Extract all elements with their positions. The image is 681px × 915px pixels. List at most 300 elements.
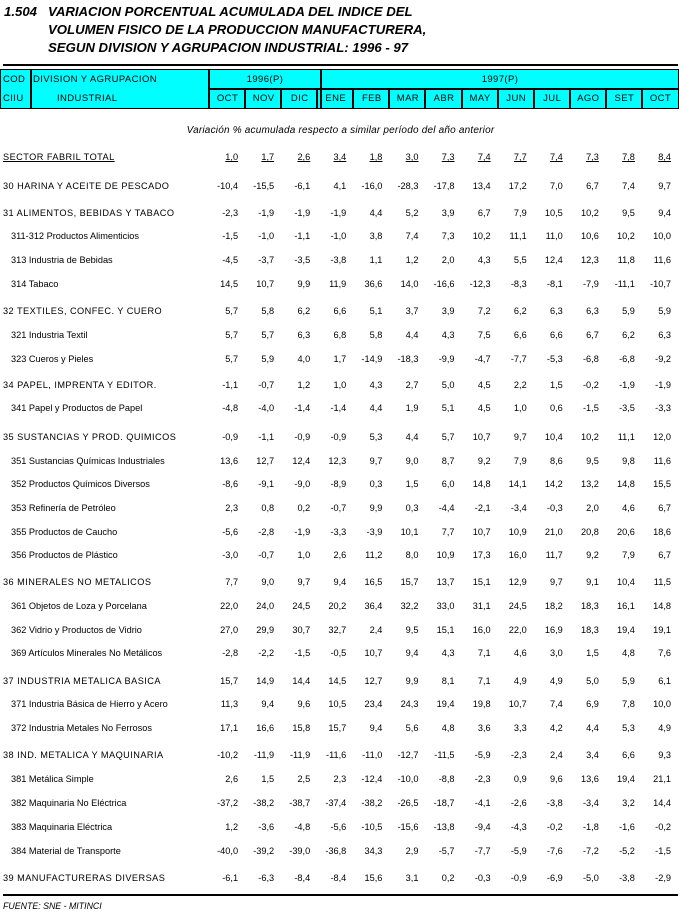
row-value: -37,4 — [325, 798, 347, 808]
row-value: 3,0 — [405, 152, 419, 162]
row-value: 1,5 — [405, 479, 419, 489]
header-year-1996: 1996(P) — [246, 74, 284, 85]
row-label: 382 Maquinaria No Eléctrica — [11, 798, 127, 808]
row-value: -4,4 — [438, 503, 455, 513]
row-value: 15,8 — [292, 723, 311, 733]
row-value: -5,9 — [474, 750, 491, 760]
row-value: -1,9 — [294, 208, 311, 218]
row-value: 11,8 — [617, 255, 635, 265]
row-value: -1,5 — [655, 846, 671, 856]
row-value: 1,0 — [513, 403, 527, 413]
table-row — [0, 306, 681, 320]
row-value: -7,2 — [583, 846, 599, 856]
header-month: OCT — [649, 93, 672, 104]
row-value: 0,8 — [261, 503, 275, 513]
row-value: -8,3 — [510, 279, 527, 289]
row-value: 7,9 — [622, 550, 635, 560]
row-value: -10,4 — [217, 181, 239, 191]
row-value: -0,9 — [510, 873, 527, 883]
row-value: -3,3 — [330, 527, 347, 537]
row-value: -9,9 — [438, 354, 455, 364]
row-value: 9,0 — [261, 577, 275, 587]
table-row — [0, 676, 681, 690]
row-value: 2,6 — [297, 152, 311, 162]
row-value: 9,5 — [586, 456, 599, 466]
row-value: -7,7 — [474, 846, 491, 856]
row-value: 5,5 — [513, 255, 527, 265]
row-value: 5,9 — [658, 306, 671, 316]
row-value: -7,6 — [546, 846, 563, 856]
row-value: 8,0 — [405, 550, 419, 560]
header-month: FEB — [361, 93, 382, 104]
row-value: 5,0 — [441, 380, 455, 390]
row-value: 7,3 — [586, 152, 599, 162]
row-value: 1,2 — [297, 380, 311, 390]
row-value: 8,4 — [658, 152, 671, 162]
row-value: 10,2 — [580, 432, 599, 442]
row-value: 0,2 — [441, 873, 455, 883]
row-value: 4,0 — [297, 354, 311, 364]
row-value: -5,9 — [510, 846, 527, 856]
row-value: -2,3 — [222, 208, 239, 218]
row-value: 2,6 — [225, 774, 239, 784]
row-value: 2,6 — [333, 550, 347, 560]
row-value: -10,2 — [217, 750, 239, 760]
row-value: 3,0 — [549, 648, 563, 658]
row-label: 37 INDUSTRIA METALICA BASICA — [3, 676, 161, 686]
row-value: -38,7 — [289, 798, 311, 808]
row-value: 21,1 — [653, 774, 671, 784]
row-value: -9,4 — [474, 822, 491, 832]
row-value: 6,6 — [622, 750, 635, 760]
row-value: 7,8 — [622, 699, 635, 709]
row-value: -12,4 — [361, 774, 383, 784]
row-value: 10,6 — [580, 231, 599, 241]
row-value: -3,5 — [294, 255, 311, 265]
row-value: 9,6 — [297, 699, 311, 709]
row-value: 7,3 — [441, 152, 455, 162]
row-value: 9,4 — [261, 699, 275, 709]
row-value: 9,9 — [297, 279, 311, 289]
row-value: 13,6 — [580, 774, 599, 784]
row-value: 12,4 — [292, 456, 311, 466]
row-value: 32,2 — [400, 601, 419, 611]
table-header — [0, 69, 679, 109]
row-value: 14,0 — [400, 279, 419, 289]
header-division: DIVISION Y AGRUPACION — [33, 74, 158, 85]
table-row — [0, 403, 681, 417]
row-value: 9,7 — [513, 432, 527, 442]
table-row — [0, 798, 681, 812]
row-value: 10,9 — [436, 550, 455, 560]
row-value: -6,3 — [258, 873, 275, 883]
title-line-3: SEGUN DIVISION Y AGRUPACION INDUSTRIAL: 1996 - 97 — [48, 40, 409, 55]
row-value: 14,2 — [544, 479, 563, 489]
row-value: 7,7 — [513, 152, 527, 162]
row-label: 372 Industria Metales No Ferrosos — [11, 723, 152, 733]
row-value: 1,0 — [297, 550, 311, 560]
row-value: 22,0 — [508, 625, 527, 635]
row-value: 16,5 — [364, 577, 383, 587]
header-month: MAR — [396, 93, 420, 104]
row-value: 34,3 — [364, 846, 383, 856]
row-value: 5,9 — [622, 306, 635, 316]
row-value: -7,9 — [583, 279, 599, 289]
row-value: 11,6 — [653, 456, 671, 466]
row-value: -6,8 — [583, 354, 599, 364]
row-value: 6,3 — [586, 306, 599, 316]
table-row — [0, 550, 681, 564]
row-value: 10,7 — [472, 527, 491, 537]
row-value: -5,6 — [330, 822, 347, 832]
row-value: -15,6 — [397, 822, 419, 832]
table-row — [0, 822, 681, 836]
row-value: -4,1 — [474, 798, 491, 808]
row-value: 6,2 — [513, 306, 527, 316]
row-label: 384 Material de Transporte — [11, 846, 121, 856]
row-value: 3,9 — [441, 208, 455, 218]
row-value: 10,7 — [364, 648, 383, 658]
row-value: 15,7 — [400, 577, 419, 587]
row-value: -5,2 — [619, 846, 635, 856]
row-value: -0,2 — [546, 822, 563, 832]
row-value: 5,7 — [225, 306, 239, 316]
title-line-1: VARIACION PORCENTUAL ACUMULADA DEL INDICE DEL — [48, 4, 413, 19]
row-value: 9,7 — [549, 577, 563, 587]
row-value: 9,8 — [622, 456, 635, 466]
row-value: 1,0 — [333, 380, 347, 390]
row-value: -36,8 — [325, 846, 347, 856]
row-value: -1,4 — [330, 403, 347, 413]
row-value: 6,0 — [441, 479, 455, 489]
row-value: -3,9 — [366, 527, 383, 537]
table-number: 1.504 — [4, 4, 38, 19]
row-value: 3,9 — [441, 306, 455, 316]
table-row — [0, 601, 681, 615]
table-row — [0, 152, 681, 166]
row-value: 5,7 — [225, 330, 239, 340]
row-value: 3,4 — [333, 152, 347, 162]
row-value: -4,8 — [222, 403, 239, 413]
row-value: -8,9 — [330, 479, 347, 489]
row-value: 19,4 — [436, 699, 455, 709]
row-value: -0,9 — [330, 432, 347, 442]
row-value: 11,1 — [617, 432, 635, 442]
row-value: -4,3 — [510, 822, 527, 832]
row-value: 11,7 — [545, 550, 563, 560]
row-value: 17,1 — [220, 723, 239, 733]
row-value: -2,3 — [510, 750, 527, 760]
row-value: 1,2 — [405, 255, 419, 265]
row-value: 10,0 — [653, 231, 671, 241]
row-label: 381 Metálica Simple — [11, 774, 94, 784]
row-value: 10,2 — [472, 231, 491, 241]
row-value: 9,0 — [405, 456, 419, 466]
header-month: DIC — [290, 93, 309, 104]
row-label: 34 PAPEL, IMPRENTA Y EDITOR. — [3, 380, 157, 390]
row-value: 4,8 — [622, 648, 635, 658]
row-value: -18,3 — [397, 354, 419, 364]
header-divider — [605, 89, 607, 108]
row-value: 10,9 — [508, 527, 527, 537]
row-value: 10,7 — [472, 432, 491, 442]
row-value: -6,1 — [294, 181, 311, 191]
row-value: -6,1 — [222, 873, 239, 883]
row-label: 352 Productos Químicos Diversos — [11, 479, 150, 489]
row-value: 4,1 — [333, 181, 347, 191]
row-value: 9,5 — [405, 625, 419, 635]
row-value: 16,1 — [617, 601, 635, 611]
row-value: 9,7 — [658, 181, 671, 191]
row-value: 9,4 — [369, 723, 383, 733]
row-value: 5,9 — [261, 354, 275, 364]
row-value: -1,1 — [222, 380, 239, 390]
row-value: 1,0 — [225, 152, 239, 162]
row-value: 8,6 — [549, 456, 563, 466]
header-ciiu: CIIU — [3, 93, 24, 104]
table-row — [0, 330, 681, 344]
row-value: -1,9 — [619, 380, 635, 390]
row-value: 30,7 — [292, 625, 311, 635]
row-value: 2,7 — [405, 380, 419, 390]
row-value: -2,1 — [474, 503, 491, 513]
row-value: 10,7 — [256, 279, 275, 289]
row-value: -1,1 — [258, 432, 275, 442]
row-value: 3,8 — [369, 231, 383, 241]
row-value: 7,4 — [549, 152, 563, 162]
table-row — [0, 846, 681, 860]
table-row — [0, 231, 681, 245]
row-value: 12,3 — [580, 255, 599, 265]
row-value: 4,4 — [369, 403, 383, 413]
header-month: AGO — [577, 93, 600, 104]
row-value: 7,5 — [477, 330, 491, 340]
row-value: -12,7 — [397, 750, 419, 760]
row-value: 7,7 — [225, 577, 239, 587]
row-value: -12,3 — [469, 279, 491, 289]
row-value: 10,7 — [508, 699, 527, 709]
row-value: 20,8 — [580, 527, 599, 537]
header-divider — [388, 89, 390, 108]
row-value: 0,6 — [549, 403, 563, 413]
row-value: 2,4 — [549, 750, 563, 760]
row-value: -13,8 — [433, 822, 455, 832]
header-divider — [352, 89, 354, 108]
row-label: 30 HARINA Y ACEITE DE PESCADO — [3, 181, 170, 191]
row-value: 0,9 — [513, 774, 527, 784]
row-value: 4,5 — [477, 403, 491, 413]
row-value: 6,6 — [513, 330, 527, 340]
row-value: 7,0 — [549, 181, 563, 191]
row-value: 2,0 — [441, 255, 455, 265]
row-label: 311-312 Productos Alimenticios — [11, 231, 140, 241]
row-value: 7,3 — [441, 231, 455, 241]
row-value: 36,4 — [364, 601, 383, 611]
row-value: 7,6 — [658, 648, 671, 658]
row-value: 1,9 — [405, 403, 419, 413]
row-value: 12,7 — [364, 676, 383, 686]
row-value: -11,0 — [362, 750, 383, 760]
row-value: 2,3 — [333, 774, 347, 784]
table-row — [0, 625, 681, 639]
row-value: 11,1 — [509, 231, 527, 241]
row-value: 9,4 — [333, 577, 347, 587]
row-value: -26,5 — [397, 798, 419, 808]
row-value: 19,4 — [617, 625, 635, 635]
footer-divider — [3, 894, 678, 896]
row-value: 4,5 — [477, 380, 491, 390]
row-value: -3,6 — [258, 822, 275, 832]
row-value: 3,3 — [513, 723, 527, 733]
row-value: -2,8 — [258, 527, 275, 537]
row-value: -5,0 — [583, 873, 599, 883]
row-value: -8,6 — [222, 479, 239, 489]
row-value: 3,2 — [622, 798, 635, 808]
row-value: 13,2 — [580, 479, 599, 489]
row-value: 0,3 — [405, 503, 419, 513]
row-value: -6,8 — [619, 354, 635, 364]
row-value: -9,1 — [258, 479, 275, 489]
row-value: 4,9 — [549, 676, 563, 686]
row-value: -10,0 — [397, 774, 419, 784]
row-value: -8,1 — [546, 279, 563, 289]
row-value: -4,7 — [474, 354, 491, 364]
row-label: 314 Tabaco — [11, 279, 59, 289]
row-value: 14,5 — [220, 279, 239, 289]
row-value: -1,5 — [583, 403, 599, 413]
row-label: 323 Cueros y Pieles — [11, 354, 94, 364]
table-row — [0, 723, 681, 737]
row-value: 14,5 — [328, 676, 347, 686]
row-value: 7,4 — [549, 699, 563, 709]
row-value: 9,2 — [586, 550, 599, 560]
row-value: 4,4 — [586, 723, 599, 733]
row-value: 10,1 — [400, 527, 419, 537]
row-value: -0,5 — [330, 648, 347, 658]
row-value: 9,9 — [405, 676, 419, 686]
row-value: -1,4 — [294, 403, 311, 413]
table-row — [0, 774, 681, 788]
row-value: -1,0 — [258, 231, 275, 241]
table-row — [0, 432, 681, 446]
row-value: 12,9 — [508, 577, 527, 587]
row-value: 15,7 — [328, 723, 347, 733]
header-month: ENE — [325, 93, 347, 104]
row-value: 17,2 — [508, 181, 527, 191]
row-value: -1,5 — [294, 648, 311, 658]
row-value: 4,4 — [405, 330, 419, 340]
row-value: 10,5 — [328, 699, 347, 709]
row-value: 3,1 — [405, 873, 419, 883]
row-value: -39,0 — [289, 846, 311, 856]
row-value: -0,7 — [258, 380, 275, 390]
row-value: 11,0 — [545, 231, 563, 241]
row-value: 10,4 — [544, 432, 563, 442]
header-divider — [316, 89, 318, 108]
row-value: 6,7 — [477, 208, 491, 218]
table-row — [0, 354, 681, 368]
row-value: 5,8 — [369, 330, 383, 340]
row-value: 6,6 — [549, 330, 563, 340]
table-row — [0, 208, 681, 222]
row-value: -3,8 — [546, 798, 563, 808]
row-value: 5,7 — [441, 432, 455, 442]
header-month: NOV — [252, 93, 275, 104]
row-value: 3,7 — [405, 306, 419, 316]
row-value: 4,6 — [622, 503, 635, 513]
row-value: -8,4 — [294, 873, 311, 883]
title-divider — [3, 64, 678, 66]
row-value: 16,6 — [256, 723, 275, 733]
row-value: -2,9 — [655, 873, 671, 883]
row-value: 14,4 — [292, 676, 311, 686]
table-subtitle: Variación % acumulada respecto a similar período del año anterior — [186, 125, 495, 136]
row-value: 5,0 — [586, 676, 599, 686]
row-value: -37,2 — [217, 798, 239, 808]
row-label: 351 Sustancias Químicas Industriales — [11, 456, 165, 466]
row-value: 1,1 — [369, 255, 383, 265]
row-value: 12,4 — [544, 255, 563, 265]
row-label: 35 SUSTANCIAS Y PROD. QUIMICOS — [3, 432, 177, 442]
row-value: 9,7 — [297, 577, 311, 587]
row-label: 371 Industria Básica de Hierro y Acero — [11, 699, 168, 709]
row-value: 9,5 — [622, 208, 635, 218]
row-value: -1,8 — [583, 822, 599, 832]
row-value: -4,0 — [258, 403, 275, 413]
row-label: 355 Productos de Caucho — [11, 527, 118, 537]
row-value: 1,5 — [586, 648, 599, 658]
row-value: 24,5 — [508, 601, 527, 611]
row-value: -10,7 — [650, 279, 671, 289]
table-row — [0, 279, 681, 293]
row-value: 14,4 — [653, 798, 671, 808]
row-value: 33,0 — [436, 601, 455, 611]
header-divider — [461, 89, 463, 108]
row-value: -2,3 — [474, 774, 491, 784]
row-value: 31,1 — [472, 601, 491, 611]
row-value: -0,2 — [655, 822, 671, 832]
row-value: 5,2 — [405, 208, 419, 218]
row-value: 8,7 — [441, 456, 455, 466]
header-month: ABR — [433, 93, 455, 104]
row-value: 4,4 — [369, 208, 383, 218]
row-value: -38,2 — [253, 798, 275, 808]
row-value: 21,0 — [544, 527, 563, 537]
row-value: -11,5 — [434, 750, 455, 760]
row-value: 9,7 — [369, 456, 383, 466]
row-value: -0,7 — [330, 503, 347, 513]
header-cod: COD — [3, 74, 26, 85]
header-industrial: INDUSTRIAL — [57, 93, 118, 104]
row-value: -5,6 — [222, 527, 239, 537]
row-value: 10,2 — [617, 231, 635, 241]
row-value: -14,9 — [361, 354, 383, 364]
row-value: 7,1 — [477, 676, 491, 686]
row-value: 2,2 — [513, 380, 527, 390]
row-value: 6,8 — [333, 330, 347, 340]
row-value: -15,5 — [253, 181, 275, 191]
table-row — [0, 503, 681, 517]
table-row — [0, 873, 681, 887]
row-value: 5,3 — [622, 723, 635, 733]
row-value: 7,7 — [441, 527, 455, 537]
row-value: -0,7 — [258, 550, 275, 560]
row-value: 6,7 — [586, 330, 599, 340]
row-value: 20,6 — [617, 527, 635, 537]
row-value: -4,5 — [222, 255, 239, 265]
row-value: 7,4 — [477, 152, 491, 162]
row-value: 9,4 — [658, 208, 671, 218]
